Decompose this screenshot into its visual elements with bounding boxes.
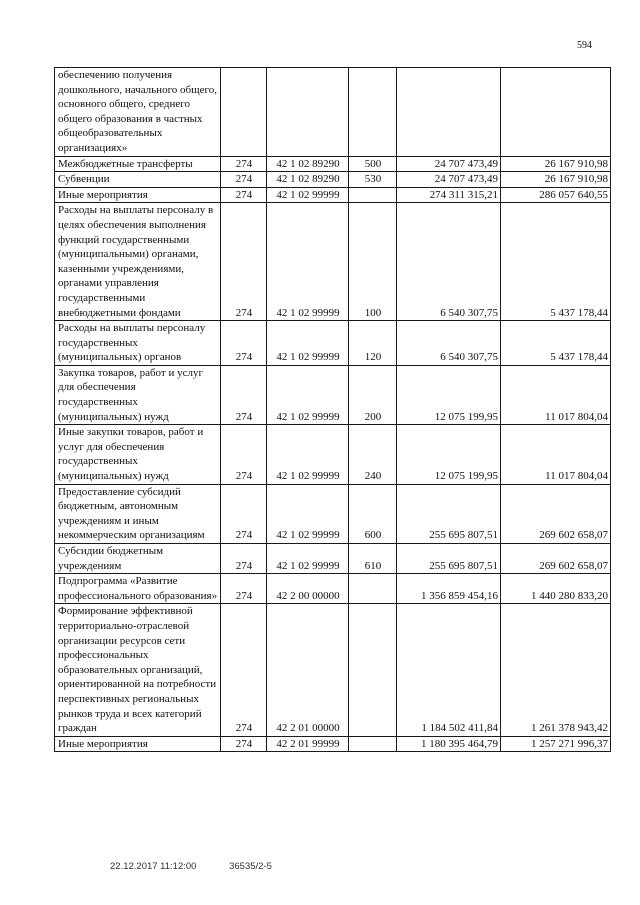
cell-article-code: 42 1 02 99999 [267, 187, 349, 203]
cell-ministry-code: 274 [221, 425, 267, 484]
cell-name: Иные мероприятия [55, 187, 221, 203]
cell-amount-2018: 1 180 395 464,79 [397, 736, 501, 752]
cell-name: Расходы на выплаты персоналу государственных (муниципальных) органов [55, 321, 221, 366]
cell-ministry-code: 274 [221, 544, 267, 574]
cell-article-code: 42 2 01 99999 [267, 736, 349, 752]
cell-amount-2019 [501, 68, 611, 157]
cell-expense-kind: 530 [349, 172, 397, 188]
table-row [55, 321, 611, 366]
cell-article-code: 42 1 02 89290 [267, 156, 349, 172]
cell-amount-2019: 1 261 378 943,42 [501, 604, 611, 736]
cell-ministry-code: 274 [221, 604, 267, 736]
cell-amount-2018: 12 075 199,95 [397, 425, 501, 484]
page-number: 594 [577, 40, 592, 51]
cell-name: Межбюджетные трансферты [55, 156, 221, 172]
cell-name: Расходы на выплаты персоналу в целях обеспечения выполнения функций государственными (муниципальными) органами, казенными учреждениями, органами управления государственными внебюджетными фондами [55, 203, 221, 321]
cell-amount-2019: 11 017 804,04 [501, 365, 611, 424]
cell-amount-2018: 24 707 473,49 [397, 172, 501, 188]
cell-ministry-code: 274 [221, 203, 267, 321]
cell-article-code: 42 2 01 00000 [267, 604, 349, 736]
table-row [55, 574, 611, 604]
cell-amount-2019: 5 437 178,44 [501, 321, 611, 366]
footer-timestamp: 22.12.2017 11:12:00 [110, 861, 197, 872]
cell-name: Закупка товаров, работ и услуг для обеспечения государственных (муниципальных) нужд [55, 365, 221, 424]
cell-amount-2019: 1 257 271 996,37 [501, 736, 611, 752]
cell-article-code: 42 1 02 99999 [267, 365, 349, 424]
cell-expense-kind [349, 574, 397, 604]
page-footer [110, 861, 272, 872]
cell-amount-2019: 11 017 804,04 [501, 425, 611, 484]
cell-amount-2018: 255 695 807,51 [397, 544, 501, 574]
cell-expense-kind: 610 [349, 544, 397, 574]
cell-amount-2019: 1 440 280 833,20 [501, 574, 611, 604]
cell-amount-2019: 5 437 178,44 [501, 203, 611, 321]
cell-name: Иные закупки товаров, работ и услуг для обеспечения государственных (муниципальных) нужд [55, 425, 221, 484]
cell-ministry-code: 274 [221, 574, 267, 604]
cell-expense-kind [349, 68, 397, 157]
cell-name: Субвенции [55, 172, 221, 188]
cell-amount-2018: 255 695 807,51 [397, 484, 501, 543]
cell-expense-kind: 500 [349, 156, 397, 172]
table-row [55, 484, 611, 543]
cell-name: Подпрограмма «Развитие профессионального образования» [55, 574, 221, 604]
table-row [55, 187, 611, 203]
table-row [55, 68, 611, 157]
cell-name: Иные мероприятия [55, 736, 221, 752]
cell-amount-2018: 12 075 199,95 [397, 365, 501, 424]
cell-amount-2018: 274 311 315,21 [397, 187, 501, 203]
cell-name: Формирование эффективной территориально-отраслевой организации ресурсов сети профессиональных образовательных организаций, ориентированной на потребности перспективных региональных рынков труда и всех категорий граждан [55, 604, 221, 736]
cell-ministry-code: 274 [221, 156, 267, 172]
footer-doc-code: 36535/2-5 [229, 861, 272, 872]
cell-ministry-code: 274 [221, 365, 267, 424]
cell-article-code [267, 68, 349, 157]
cell-amount-2018: 6 540 307,75 [397, 321, 501, 366]
cell-amount-2018: 24 707 473,49 [397, 156, 501, 172]
cell-expense-kind [349, 604, 397, 736]
cell-article-code: 42 1 02 99999 [267, 321, 349, 366]
cell-amount-2019: 26 167 910,98 [501, 172, 611, 188]
cell-ministry-code: 274 [221, 736, 267, 752]
cell-expense-kind: 100 [349, 203, 397, 321]
table-row [55, 736, 611, 752]
table-body [55, 68, 611, 752]
table-row [55, 604, 611, 736]
table-row [55, 365, 611, 424]
table-row [55, 156, 611, 172]
cell-amount-2019: 26 167 910,98 [501, 156, 611, 172]
cell-amount-2018: 1 184 502 411,84 [397, 604, 501, 736]
table-row [55, 544, 611, 574]
cell-name: Предоставление субсидий бюджетным, автономным учреждениям и иным некоммерческим организациям [55, 484, 221, 543]
cell-name: Субсидии бюджетным учреждениям [55, 544, 221, 574]
cell-amount-2018: 6 540 307,75 [397, 203, 501, 321]
table-row [55, 425, 611, 484]
table-row [55, 203, 611, 321]
cell-amount-2019: 286 057 640,55 [501, 187, 611, 203]
cell-ministry-code: 274 [221, 321, 267, 366]
cell-article-code: 42 1 02 99999 [267, 484, 349, 543]
table-row [55, 172, 611, 188]
cell-expense-kind: 200 [349, 365, 397, 424]
cell-amount-2018: 1 356 859 454,16 [397, 574, 501, 604]
cell-amount-2019: 269 602 658,07 [501, 544, 611, 574]
cell-ministry-code: 274 [221, 187, 267, 203]
cell-article-code: 42 1 02 99999 [267, 544, 349, 574]
cell-amount-2019: 269 602 658,07 [501, 484, 611, 543]
cell-article-code: 42 2 00 00000 [267, 574, 349, 604]
cell-ministry-code [221, 68, 267, 157]
cell-article-code: 42 1 02 99999 [267, 203, 349, 321]
cell-expense-kind [349, 736, 397, 752]
cell-ministry-code: 274 [221, 484, 267, 543]
cell-amount-2018 [397, 68, 501, 157]
cell-article-code: 42 1 02 89290 [267, 172, 349, 188]
cell-expense-kind: 600 [349, 484, 397, 543]
budget-table [54, 67, 611, 752]
cell-name: обеспечению получения дошкольного, начального общего, основного общего, среднего общего образования в частных общеобразовательных организациях» [55, 68, 221, 157]
cell-article-code: 42 1 02 99999 [267, 425, 349, 484]
cell-expense-kind [349, 187, 397, 203]
cell-ministry-code: 274 [221, 172, 267, 188]
cell-expense-kind: 120 [349, 321, 397, 366]
cell-expense-kind: 240 [349, 425, 397, 484]
